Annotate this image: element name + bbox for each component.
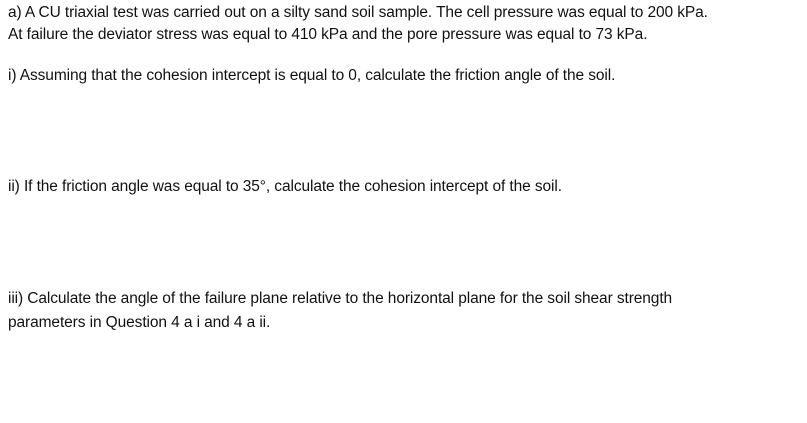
- part-iii-question-line-1: iii) Calculate the angle of the failure plane relative to the horizontal plane for the soil shear strength: [8, 290, 673, 307]
- question-a-line-1: a) A CU triaxial test was carried out on a silty sand soil sample. The cell pressure was equal to 200 kPa.: [8, 4, 708, 21]
- question-a-line-2: At failure the deviator stress was equal to 410 kPa and the pore pressure was equal to 73 kPa.: [8, 26, 648, 43]
- part-ii-question: ii) If the friction angle was equal to 35°, calculate the cohesion intercept of the soil.: [8, 178, 562, 195]
- part-iii-question-line-2: parameters in Question 4 a i and 4 a ii.: [8, 314, 271, 331]
- part-i-question: i) Assuming that the cohesion intercept is equal to 0, calculate the friction angle of the soil.: [8, 67, 616, 84]
